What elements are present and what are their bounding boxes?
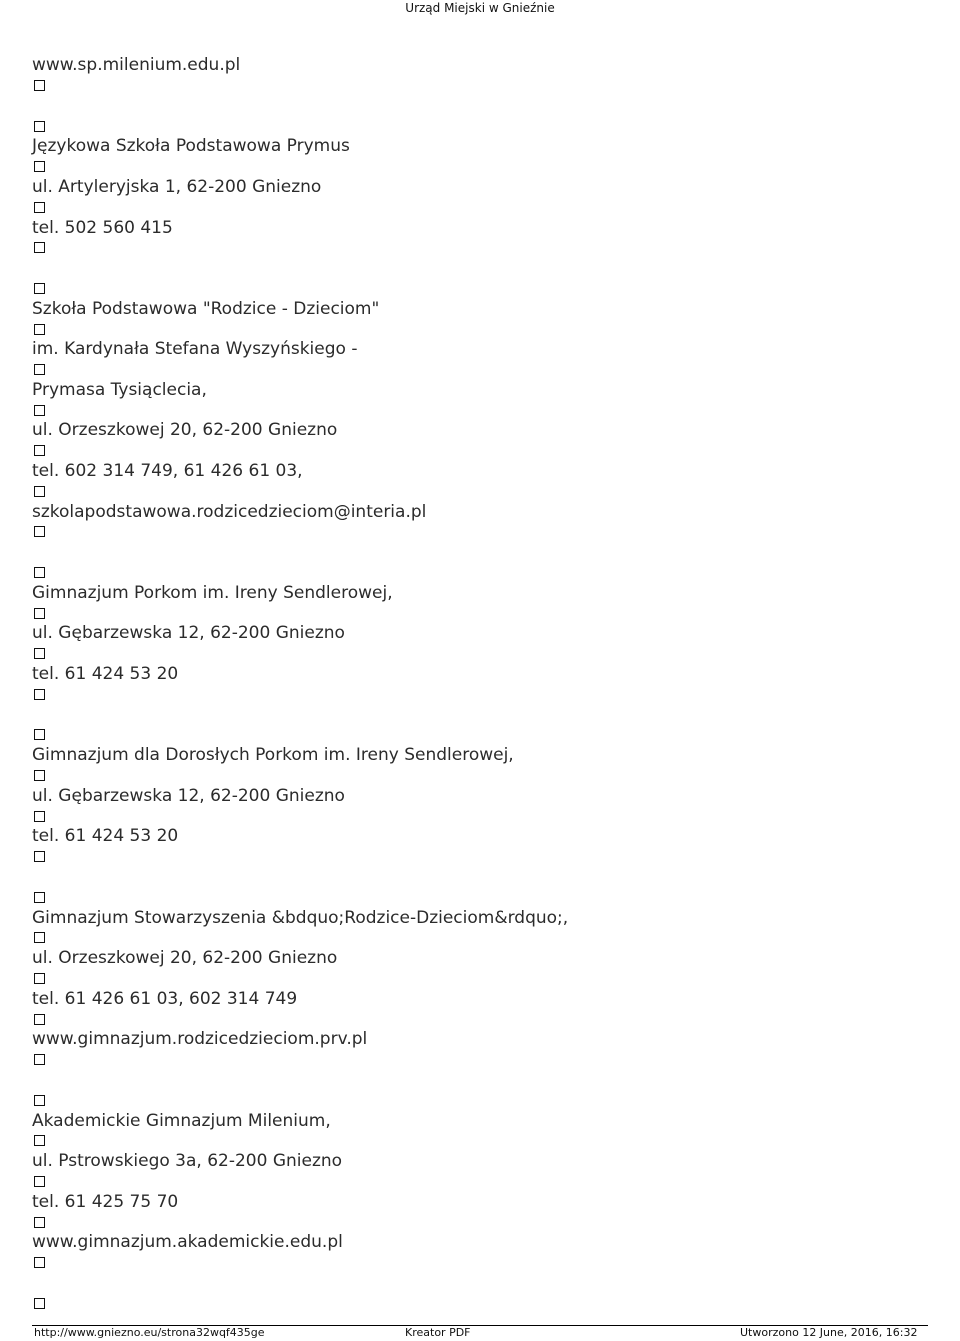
line-text: tel. 502 560 415	[32, 217, 173, 238]
line-text: ul. Orzeszkowej 20, 62-200 Gniezno	[32, 420, 338, 441]
empty-box-icon	[34, 526, 45, 537]
document-line	[32, 786, 932, 806]
bullet-row	[32, 156, 932, 176]
bullet-row	[32, 603, 932, 623]
bullet-row	[32, 400, 932, 420]
line-text: tel. 61 426 61 03, 602 314 749	[32, 988, 298, 1009]
header-title: Urząd Miejski w Gnieźnie	[405, 1, 555, 15]
bullet-row	[32, 1131, 932, 1151]
bullet-row	[32, 765, 932, 785]
document-body	[32, 55, 932, 1313]
empty-box-icon	[34, 202, 45, 213]
bullet-row	[32, 1293, 932, 1313]
empty-box-icon	[34, 364, 45, 375]
bullet-row	[32, 197, 932, 217]
empty-box-icon	[34, 1298, 45, 1309]
bullet-row	[32, 278, 932, 298]
bullet-row	[32, 1090, 932, 1110]
empty-box-icon	[34, 1257, 45, 1268]
document-line	[32, 299, 932, 319]
document-line	[32, 55, 932, 75]
bullet-row	[32, 644, 932, 664]
document-line	[32, 1029, 932, 1049]
document-line	[32, 1151, 932, 1171]
bullet-row	[32, 1009, 932, 1029]
page-header	[0, 0, 960, 22]
line-text: ul. Pstrowskiego 3a, 62-200 Gniezno	[32, 1151, 343, 1172]
line-text: ul. Gębarzewska 12, 62-200 Gniezno	[32, 623, 345, 644]
bullet-row	[32, 319, 932, 339]
line-text: Szkoła Podstawowa "Rodzice - Dzieciom"	[32, 298, 380, 319]
empty-box-icon	[34, 1095, 45, 1106]
empty-box-icon	[34, 1014, 45, 1025]
bullet-row	[32, 359, 932, 379]
bullet-row	[32, 1212, 932, 1232]
bullet-row	[32, 1253, 932, 1273]
empty-box-icon	[34, 405, 45, 416]
empty-box-icon	[34, 283, 45, 294]
page-footer	[0, 1327, 960, 1341]
empty-box-icon	[34, 80, 45, 91]
line-text: Gimnazjum Porkom im. Ireny Sendlerowej,	[32, 582, 393, 603]
blank-row	[32, 1273, 932, 1293]
document-line	[32, 380, 932, 400]
document-line	[32, 664, 932, 684]
empty-box-icon	[34, 1176, 45, 1187]
empty-box-icon	[34, 445, 45, 456]
blank-row	[32, 258, 932, 278]
footer-url[interactable]: http://www.gniezno.eu/strona32wqf435ge	[34, 1326, 265, 1339]
blank-row	[32, 96, 932, 116]
line-text: Prymasa Tysiąclecia,	[32, 379, 207, 400]
line-text: ul. Gębarzewska 12, 62-200 Gniezno	[32, 785, 345, 806]
bullet-row	[32, 806, 932, 826]
document-line	[32, 989, 932, 1009]
bullet-row	[32, 441, 932, 461]
bullet-row	[32, 116, 932, 136]
bullet-row	[32, 522, 932, 542]
empty-box-icon	[34, 1054, 45, 1065]
document-line	[32, 583, 932, 603]
empty-box-icon	[34, 567, 45, 578]
bullet-row	[32, 238, 932, 258]
line-text[interactable]: www.gimnazjum.akademickie.edu.pl	[32, 1232, 343, 1253]
bullet-row	[32, 1050, 932, 1070]
line-text: Językowa Szkoła Podstawowa Prymus	[32, 136, 350, 157]
empty-box-icon	[34, 608, 45, 619]
bullet-row	[32, 684, 932, 704]
bullet-row	[32, 887, 932, 907]
line-text[interactable]: www.gimnazjum.rodzicedzieciom.prv.pl	[32, 1029, 368, 1050]
line-text: tel. 602 314 749, 61 426 61 03,	[32, 461, 303, 482]
empty-box-icon	[34, 121, 45, 132]
document-line	[32, 1232, 932, 1252]
empty-box-icon	[34, 486, 45, 497]
empty-box-icon	[34, 932, 45, 943]
document-line	[32, 623, 932, 643]
document-line	[32, 217, 932, 237]
document-line	[32, 826, 932, 846]
line-text: Akademickie Gimnazjum Milenium,	[32, 1110, 331, 1131]
line-text: tel. 61 424 53 20	[32, 826, 179, 847]
empty-box-icon	[34, 648, 45, 659]
line-text: ul. Artyleryjska 1, 62-200 Gniezno	[32, 176, 322, 197]
bullet-row	[32, 481, 932, 501]
line-text[interactable]: szkolapodstawowa.rodzicedzieciom@interia.pl	[32, 501, 427, 522]
line-text: tel. 61 424 53 20	[32, 664, 179, 685]
document-line	[32, 339, 932, 359]
bullet-row	[32, 562, 932, 582]
document-line	[32, 1110, 932, 1130]
bullet-row	[32, 928, 932, 948]
document-line	[32, 1192, 932, 1212]
footer-creator: Kreator PDF	[405, 1326, 471, 1339]
bullet-row	[32, 1171, 932, 1191]
document-line	[32, 745, 932, 765]
document-line	[32, 502, 932, 522]
line-text: im. Kardynała Stefana Wyszyńskiego -	[32, 339, 358, 360]
bullet-row	[32, 847, 932, 867]
line-text: ul. Orzeszkowej 20, 62-200 Gniezno	[32, 948, 338, 969]
empty-box-icon	[34, 729, 45, 740]
empty-box-icon	[34, 1217, 45, 1228]
bullet-row	[32, 725, 932, 745]
empty-box-icon	[34, 1135, 45, 1146]
empty-box-icon	[34, 689, 45, 700]
empty-box-icon	[34, 851, 45, 862]
empty-box-icon	[34, 161, 45, 172]
line-text: tel. 61 425 75 70	[32, 1191, 179, 1212]
document-line	[32, 461, 932, 481]
line-text: Gimnazjum dla Dorosłych Porkom im. Ireny Sendlerowej,	[32, 745, 514, 766]
blank-row	[32, 705, 932, 725]
empty-box-icon	[34, 770, 45, 781]
line-text[interactable]: www.sp.milenium.edu.pl	[32, 55, 241, 76]
empty-box-icon	[34, 324, 45, 335]
blank-row	[32, 542, 932, 562]
footer-created-date: Utworzono 12 June, 2016, 16:32	[740, 1326, 918, 1339]
document-line	[32, 177, 932, 197]
empty-box-icon	[34, 973, 45, 984]
bullet-row	[32, 75, 932, 95]
document-line	[32, 420, 932, 440]
empty-box-icon	[34, 242, 45, 253]
document-line	[32, 948, 932, 968]
line-text: Gimnazjum Stowarzyszenia &bdquo;Rodzice-Dzieciom&rdquo;,	[32, 907, 569, 928]
blank-row	[32, 1070, 932, 1090]
blank-row	[32, 867, 932, 887]
document-line	[32, 136, 932, 156]
document-line	[32, 907, 932, 927]
empty-box-icon	[34, 811, 45, 822]
bullet-row	[32, 968, 932, 988]
empty-box-icon	[34, 892, 45, 903]
